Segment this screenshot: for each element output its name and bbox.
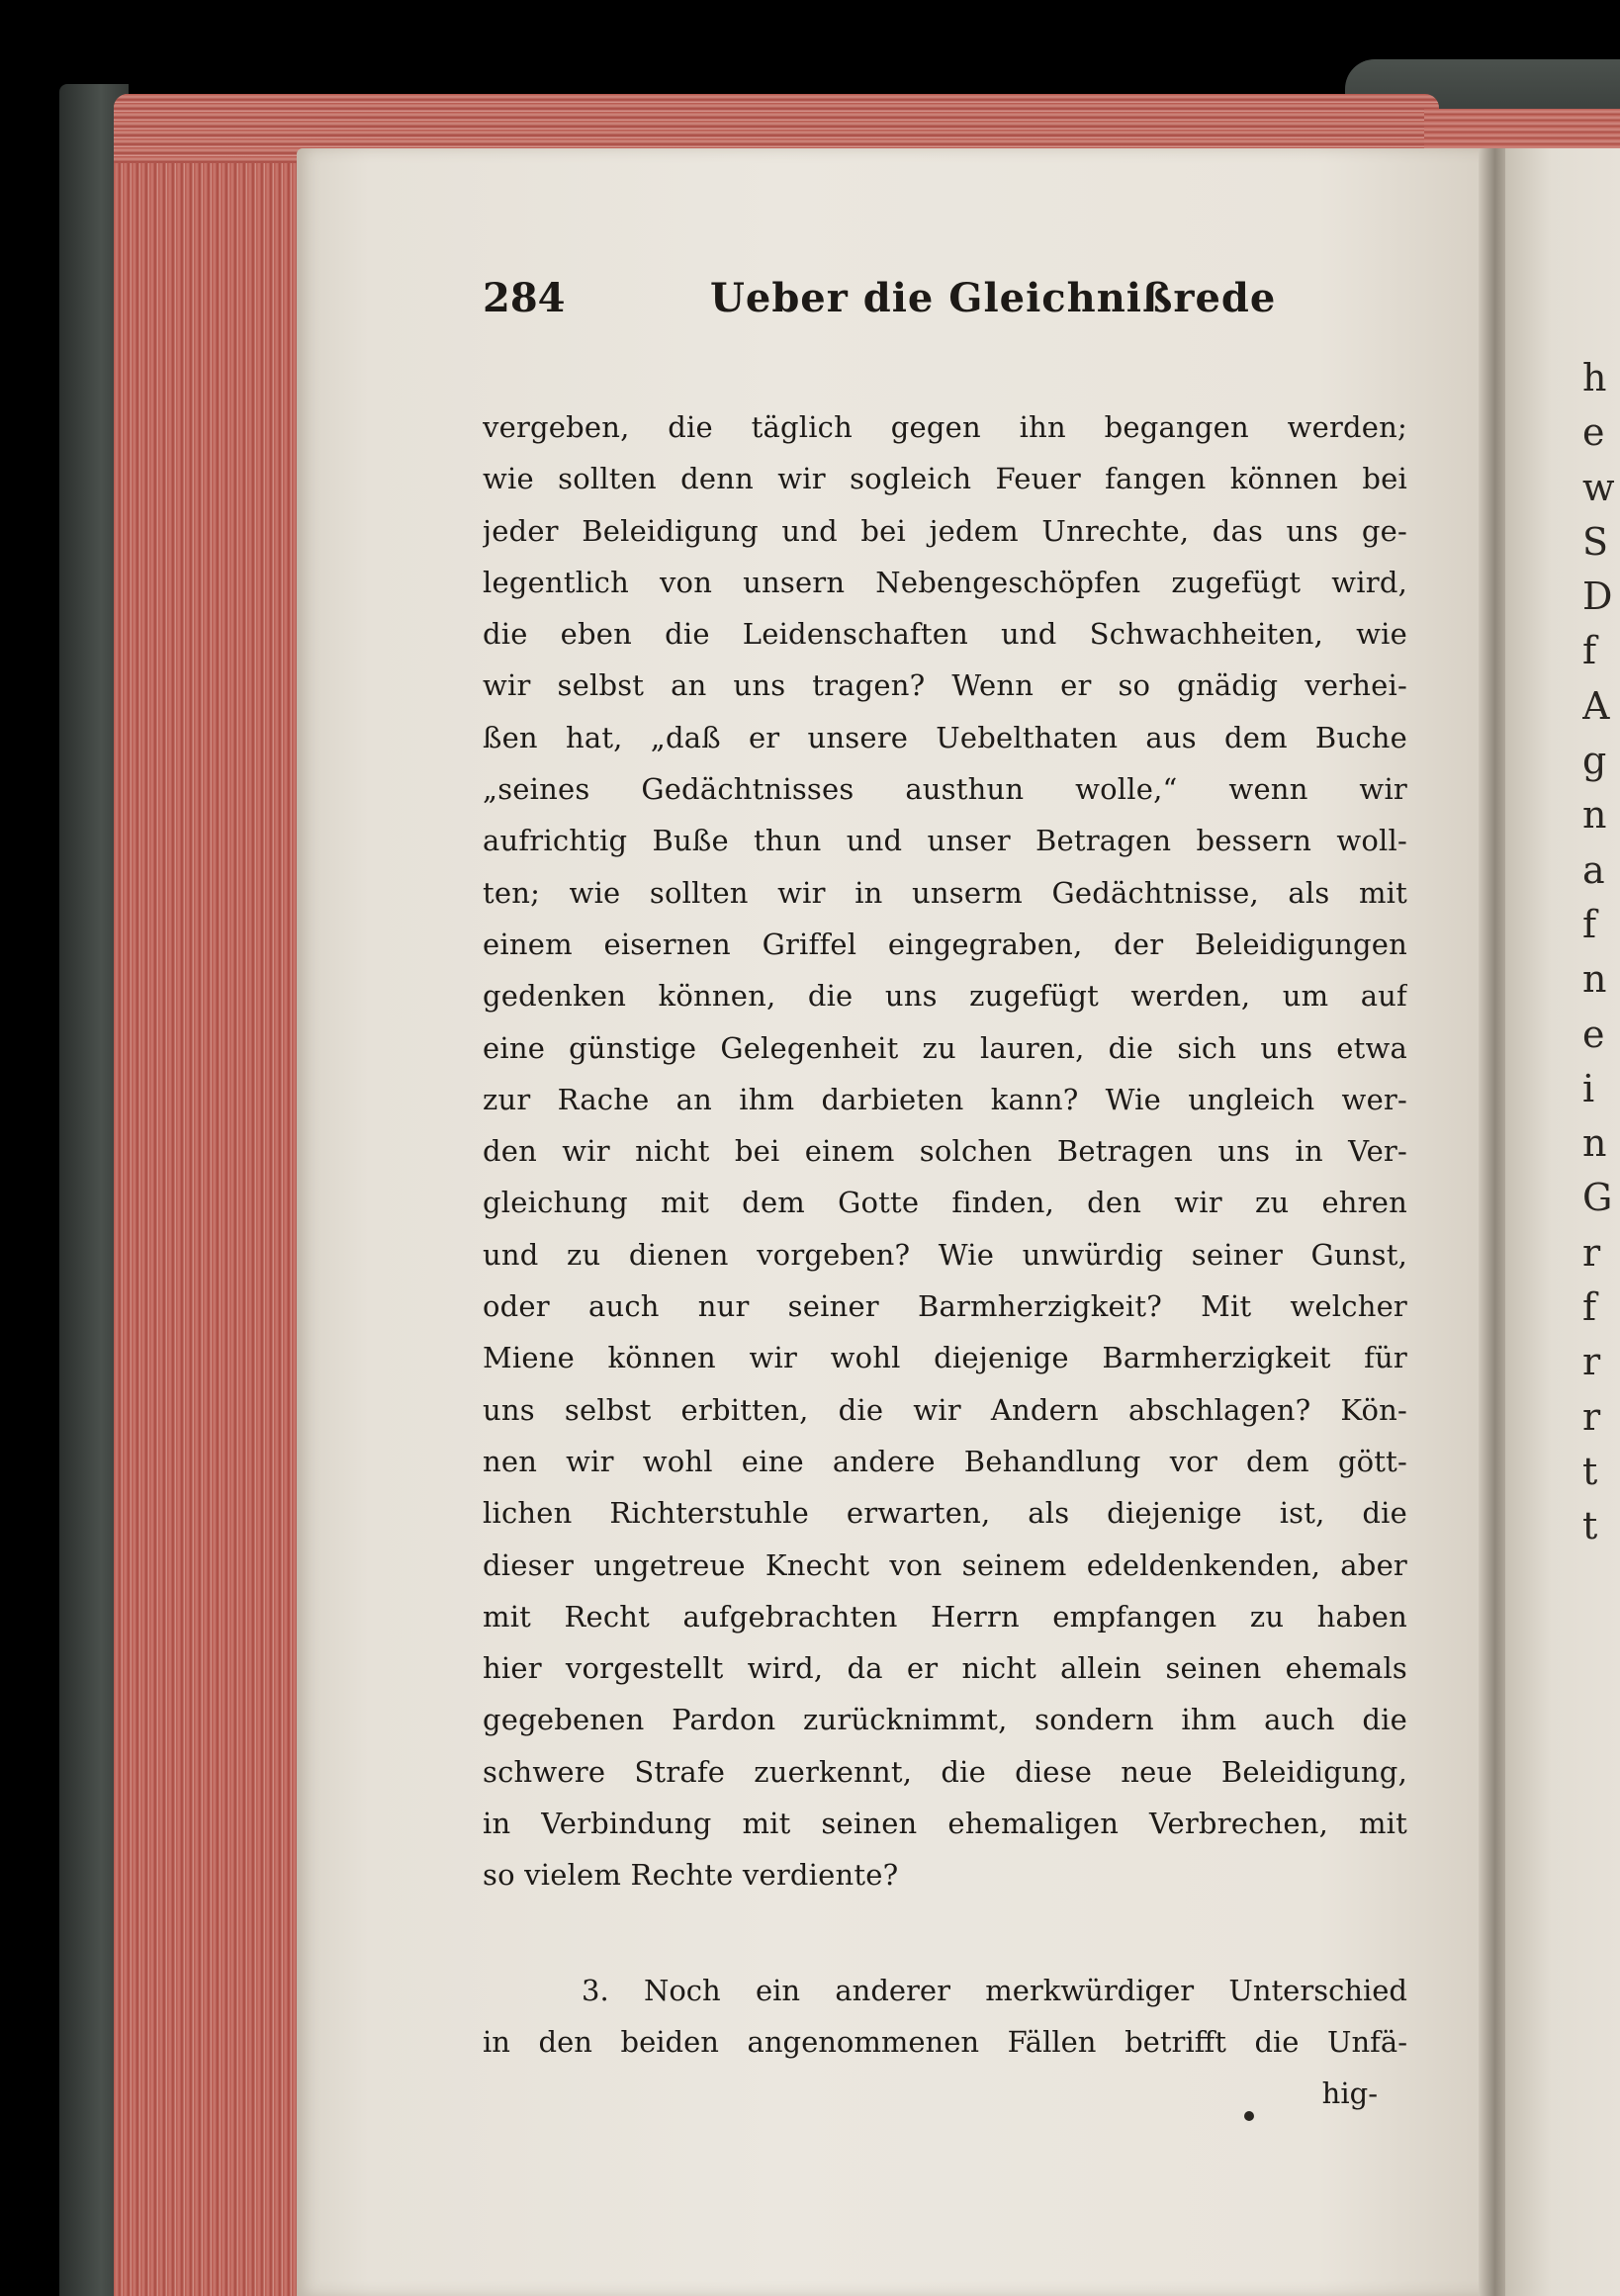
text-line: dieser ungetreue Knecht von seinem edeldenkenden, aber: [483, 1547, 1407, 1582]
facing-page-text: [1582, 351, 1620, 1554]
text-line: nen wir wohl eine andere Behandlung vor dem gött-: [483, 1444, 1407, 1478]
facing-page-glyph: S: [1582, 519, 1609, 564]
text-line: zur Rache an ihm darbieten kann? Wie ungleich wer-: [483, 1082, 1407, 1116]
text-line: legentlich von unsern Nebengeschöpfen zugefügt wird,: [483, 565, 1407, 599]
text-line: schwere Strafe zuerkennt, die diese neue Beleidigung,: [483, 1754, 1407, 1789]
facing-page-glyph: r: [1582, 1340, 1601, 1384]
text-line: gleichung mit dem Gotte finden, den wir zu ehren: [483, 1186, 1407, 1220]
page-edges-left: [114, 94, 312, 2296]
book-gutter: [1479, 148, 1508, 2296]
text-line: „seines Gedächtnisses austhun wolle,“ wenn wir: [483, 772, 1407, 807]
facing-page-glyph: i: [1582, 1066, 1595, 1110]
ink-dot: [1244, 2111, 1254, 2121]
text-line: gedenken können, die uns zugefügt werden, um auf: [483, 979, 1407, 1014]
text-line: den wir nicht bei einem solchen Betragen uns in Ver-: [483, 1134, 1407, 1169]
body-text: [483, 401, 1407, 1901]
facing-page-glyph: f: [1582, 629, 1597, 673]
facing-page-glyph: e: [1582, 410, 1605, 455]
facing-page-glyph: f: [1582, 1285, 1597, 1330]
facing-page-glyph: t: [1582, 1449, 1598, 1493]
paragraph-3: [483, 1965, 1407, 2069]
text-line: ten; wie sollten wir in unserm Gedächtnisse, als mit: [483, 875, 1407, 910]
page-text: [483, 259, 1407, 2119]
text-line: oder auch nur seiner Barmherzigkeit? Mit welcher: [483, 1289, 1407, 1324]
text-line: wie sollten denn wir sogleich Feuer fangen können bei: [483, 462, 1407, 496]
text-line: hier vorgestellt wird, da er nicht allein seinen ehemals: [483, 1651, 1407, 1686]
text-line: ßen hat, „daß er unsere Uebelthaten aus dem Buche: [483, 720, 1407, 754]
running-head: [483, 259, 1407, 338]
text-line: eine günstige Gelegenheit zu lauren, die sich uns etwa: [483, 1030, 1407, 1065]
text-line: uns selbst erbitten, die wir Andern abschlagen? Kön-: [483, 1392, 1407, 1427]
facing-page-glyph: G: [1582, 1176, 1613, 1220]
text-line: lichen Richterstuhle erwarten, als diejenige ist, die: [483, 1496, 1407, 1531]
facing-page-glyph: n: [1582, 1121, 1607, 1166]
facing-page-glyph: a: [1582, 847, 1605, 892]
text-line: wir selbst an uns tragen? Wenn er so gnädig verhei-: [483, 668, 1407, 703]
text-line: in Verbindung mit seinen ehemaligen Verbrechen, mit: [483, 1807, 1407, 1841]
facing-page-glyph: e: [1582, 1012, 1605, 1056]
running-head-title: Ueber die Gleichnißrede: [710, 275, 1277, 321]
text-line: jeder Beleidigung und bei jedem Unrechte, das uns ge-: [483, 513, 1407, 548]
text-line: 3. Noch ein anderer merkwürdiger Unterschied: [582, 1973, 1407, 2007]
facing-page-glyph: w: [1582, 465, 1615, 509]
text-line: mit Recht aufgebrachten Herrn empfangen zu haben: [483, 1599, 1407, 1634]
catchword: hig-: [1321, 2076, 1378, 2111]
facing-page-glyph: g: [1582, 739, 1607, 783]
text-line: Miene können wir wohl diejenige Barmherzigkeit für: [483, 1341, 1407, 1375]
facing-page-glyph: h: [1582, 356, 1607, 399]
facing-page-glyph: t: [1582, 1504, 1598, 1548]
text-line: und zu dienen vorgeben? Wie unwürdig seiner Gunst,: [483, 1237, 1407, 1272]
facing-page-glyph: n: [1582, 957, 1607, 1002]
page-number: 284: [483, 275, 566, 321]
facing-page-glyph: f: [1582, 902, 1597, 946]
text-line: aufrichtig Buße thun und unser Betragen bessern woll-: [483, 824, 1407, 858]
facing-page-glyph: r: [1582, 1394, 1601, 1439]
text-line: vergeben, die täglich gegen ihn begangen werden;: [483, 410, 1407, 444]
text-line: so vielem Rechte verdiente?: [483, 1858, 899, 1893]
facing-page-glyph: n: [1582, 793, 1607, 838]
facing-page-glyph: D: [1582, 574, 1613, 619]
text-line: gegebenen Pardon zurücknimmt, sondern ihm auch die: [483, 1703, 1407, 1737]
text-line: in den beiden angenommenen Fällen betrifft die Unfä-: [483, 2024, 1407, 2059]
text-line: die eben die Leidenschaften und Schwachheiten, wie: [483, 617, 1407, 652]
text-line: einem eisernen Griffel eingegraben, der Beleidigungen: [483, 927, 1407, 961]
facing-page-glyph: r: [1582, 1230, 1601, 1275]
facing-page-glyph: A: [1582, 683, 1610, 728]
